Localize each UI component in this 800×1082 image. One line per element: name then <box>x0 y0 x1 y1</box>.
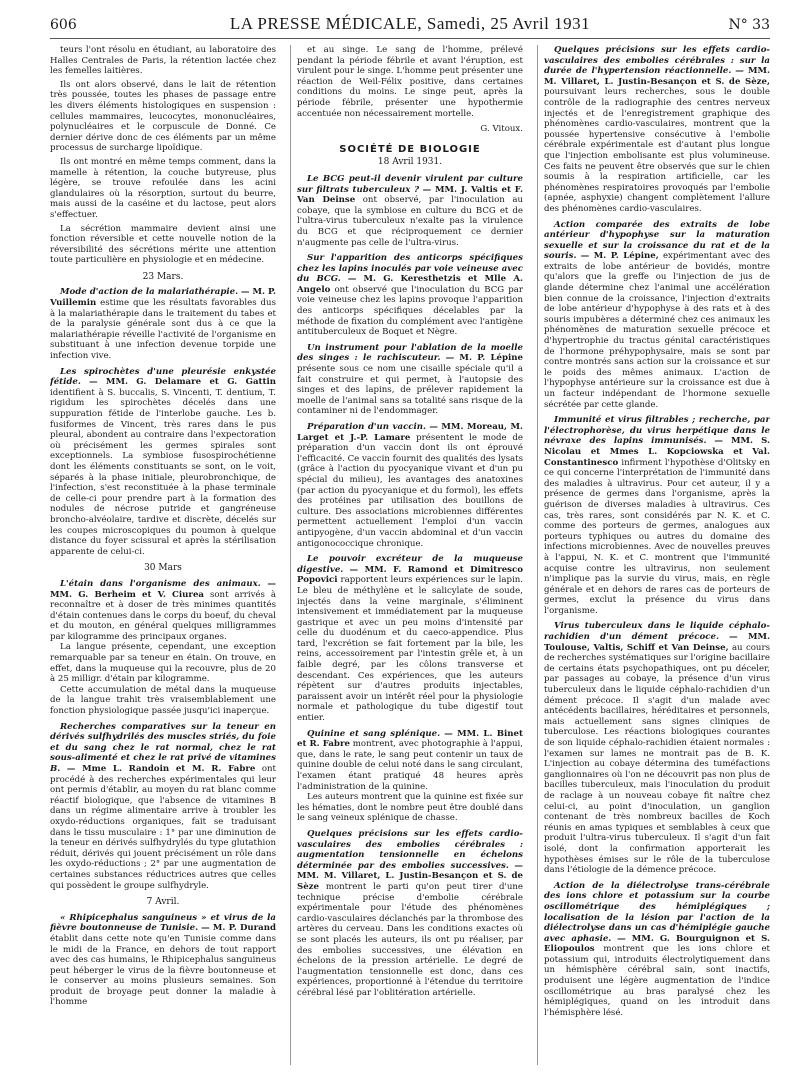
article-body: ont observé, par l'inoculation au cobaye, que la symbiose en culture du BCG et de l'ultra-virus tuberculeux n'exalte pas la virulence du BCG et que réciproquement ce dernier n'augmente pas celle de l'ultra-virus. <box>297 195 523 248</box>
article-title: Immunité et virus filtrables ; recherche, par l'électrophorèse, du virus herpétique dans le névraxe des lapins immunisés. <box>544 415 770 447</box>
article-title: « Rhipicephalus sanguineus » et virus de la fièvre boutonneuse de Tunisie. <box>50 912 276 934</box>
paragraph: Ils ont montré en même temps comment, dans la mamelle à rétention, la couche butyreuse, plus légère, se trouve refoulée dans les acini glandulaires où la résorption, surtout du beurre, mais aussi de la caséine et du lactose, peut alors s'effectuer. <box>50 156 276 220</box>
date-heading: 23 Mars. <box>142 271 184 282</box>
article-body: montrent, avec photographie à l'appui, que, dans le rate, le sang peut contenir un taux de quinine double de celui noté dans le sang circulant, l'examen étant pratiqué 48 heures après l'administration de la quinine. <box>297 739 523 792</box>
newspaper-page <box>50 14 770 1074</box>
article-title: Action comparée des extraits de lobe antérieur d'hypophyse sur la maturation sexuelle et sur la croissance du rat et de la souris. <box>544 219 770 262</box>
paragraph: Ils ont alors observé, dans le lait de rétention très poussée, toutes les phases de passage entre les divers éléments histologiques en suspension : cellules mammaires, leucocytes, mononucléaires, polynucléaires et le corpuscule de Donné. Ce dernier dérive donc de ces éléments par un même processus de surcharge lipoïdique. <box>50 79 276 154</box>
article <box>50 579 276 717</box>
article-body: sont arrivés à reconnaître et à doser de très minimes quantités d'étain contenues dans le corps du boeuf, du cheval et du mouton, en général quelques milligrammes par kilogramme des principaux organes. <box>50 589 276 642</box>
paragraph: Les auteurs montrent que la quinine est fixée sur les hématies, dont le nombre peut être doublé dans le sang veineux splénique de chasse. <box>297 792 523 824</box>
article-body: ont observé que l'inoculation du BCG par voie veineuse chez les lapins provoque l'apparition des anticorps spécifiques décelables par la méthode de fixation du complément avec l'antigène antituberculeux de Boquet et Nègre. <box>297 284 523 338</box>
article <box>297 174 523 248</box>
article-authors: — M. P. Lépine <box>445 353 523 364</box>
article-title: Quelques précisions sur les effets cardio-vasculaires des embolies cérébrales : sur la durée de l'hypertension réactionnelle. <box>544 45 770 77</box>
column-2 <box>290 45 523 1065</box>
article-title: Les spirochètes d'une pleurésie enkystée fétide. <box>50 366 276 388</box>
article-authors: — MM. G. Berheim et V. Ciurea <box>50 578 276 600</box>
article-body: présente sous ce nom une cisaille spéciale qu'il a fait construire et qui permet, à l'autopsie des singes et des lapins, de prélever rapidement la moelle de l'animal sans sa totalité sans risque de la contaminer ni de l'endommager. <box>297 364 523 417</box>
article-title: Sur l'apparition des anticorps spécifiques chez les lapins inoculés par voie veineuse avec du BCG. <box>297 253 523 285</box>
article <box>50 913 276 1008</box>
article <box>544 621 770 875</box>
article-authors: — MM. F. Ramond et Dimitresco Popovici <box>297 564 523 586</box>
article <box>50 287 276 361</box>
article-body: montrent que les ions chlore et potassium qui, introduits électrolytiquement dans un hémisphère cérébral sain, sont inactifs, produisent une légère augmentation de l'indice oscillométrique au bras paralysé chez les hémiplégiques, quand on les introduit dans l'hémisphère lésé. <box>544 944 770 1018</box>
paragraph: Cette accumulation de métal dans la muqueuse de la langue trahit très vraisemblablement une fonction physiologique passée jusqu'ici inaperçue. <box>50 684 276 717</box>
article <box>297 422 523 549</box>
article-authors: — M. P. Vuillemin <box>50 287 276 309</box>
article <box>50 722 276 892</box>
page-header <box>50 14 770 39</box>
article-authors: — M. G. Keresthetzis et Mlle A. Angelo <box>297 274 523 295</box>
date-heading: 30 Mars <box>144 563 182 574</box>
article-title: Le BCG peut-il devenir virulent par culture sur filtrats tuberculeux ? <box>297 173 523 195</box>
article <box>544 220 770 411</box>
article-body: poursuivant leurs recherches, sous le double contrôle de la radiographie des centres nerveux injectés et de l'enregistrement graphique des phénomènes cardio-vasculaires, montrent que la poussée hypertensive consécutive à l'embolie cérébrale expérimentale est d'autant plus longue que l'injection embolisante est plus volumineuse. Ces faits ne peuvent être observés que sur le chien soumis à la respiration artificielle, car les phénomènes respiratoires provoqués par l'embolie (apnée, asphyxie) changent complètement l'allure des phénomènes cardio-vasculaires. <box>544 87 770 214</box>
article-title: Quinine et sang splénique. <box>307 728 441 739</box>
publication-title: LA PRESSE MÉDICALE, Samedi, 25 Avril 1931 <box>229 14 591 33</box>
article <box>297 829 523 999</box>
column-1 <box>50 45 276 1065</box>
column-3 <box>537 45 770 1065</box>
article-title: Action de la diélectrolyse trans-cérébrale des ions chlore et potassium sur la courbe oscillométrique des hémiplégiques ; localisation de la lésion par l'action de la diélectrolyse dans un cas d'hémiplégie gauche avec aphasie. <box>544 880 770 944</box>
article <box>544 415 770 616</box>
article-body: présentent le mode de préparation d'un vaccin dont ils ont éprouvé l'efficacité. Ce vaccin fournit des qualités des lysats (grâce à l'action du pyocyanique vivant et d'un pu spécial du milieu), les avantages des anatoxines (par action du pyocyanique et du formol), les effets des protéines par utilisation des bouillons de culture. Des associations microbiennes différentes permettent actuellement l'emploi d'un vaccin antipyogène, d'un vaccin abdominal et d'un vaccin antigonococcique chronique. <box>297 432 523 549</box>
paragraph: teurs l'ont résolu en étudiant, au laboratoire des Halles Centrales de Paris, la rétention lactée chez les femelles laitières. <box>50 45 276 77</box>
article <box>297 343 523 417</box>
article-authors: — MM. G. Bourguignon et S. Eliopoulos <box>544 933 770 955</box>
article <box>297 253 523 338</box>
paragraph: et au singe. Le sang de l'homme, prélevé pendant la période fébrile et avant l'éruption, est virulent pour le singe. L'homme peut présenter une réaction de Weil-Félix positive, dans certaines conditions du moins. Le singe peut, après la période fébrile, présenter une hypothermie accentuée non nécessairement mortelle. <box>297 45 523 119</box>
article-title: L'étain dans l'organisme des animaux. <box>60 578 261 589</box>
article <box>544 45 770 215</box>
article-body: identifient à S. buccalis, S. Vincenti, T. dentium, T. rigidum les spirochètes décelés dans une suppuration fétide de l'interlobe gauche. Les b. fusiformes de Vincent, très rares dans le pus pleural, abondent au contraire dans l'expectoration où précisément les germes spirales sont exceptionnels. La symbiose fusospirochétienne dont les éléments constituants se sont, on le voit, séparés à la phase initiale, pleurobronchique, de l'infection, s'est reconstituée à la phase terminale de celle-ci pour prendre part à la formation des nodules de nécrose putride et gangréneuse broncho-alvéolaire, tardive et discrète, décelés sur les coupes microscopiques du poumon à quelque distance du foyer scissural et après la stérilisation apparente de celui-ci. <box>50 387 276 557</box>
page-number: 606 <box>50 17 77 33</box>
article-title: Quelques précisions sur les effets cardio-vasculaires des embolies cérébrales : augmentation tensionnelle en échelons déterminée par des embolies successives. <box>297 828 523 871</box>
article-authors: — M. P. Durand <box>201 923 276 934</box>
article-body: ont procédé à des recherches expérimentales qui leur ont permis d'établir, au moyen du rat blanc comme réactif biologique, que l'absence de vitamines B dans un régime alimentaire arrive à troubler les oxydo-réductions organiques, fait se traduisant dans le tissu musculaire : 1° par une diminution de la teneur en dérivés sulfhydrylés du type glutathion réduit, dérivés qui jouent précisément un rôle dans les oxydo-réductions ; 2° par une augmentation de certaines substances réductrices autres que celles qui possèdent le groupe sulfhydryle. <box>50 764 276 891</box>
article <box>297 729 523 824</box>
article-body: au cours de recherches systématiques sur l'origine bacillaire de certains états psychopathiques, ont pu déceler, par passages au cobaye, la présence d'un virus tuberculeux dans le liquide céphalo-rachidien d'un dément précoce. Il s'agit d'un malade avec antécédents bacillaires, héréditaires et personnels, mais actuellement sans signes cliniques de tuberculose. Les réactions biologiques courantes de son liquide céphalo-rachidien étaient normales : l'examen sur lames ne montrait pas de B. K. L'injection au cobaye détermina des tuméfactions ganglionnaires où l'on ne découvrit pas non plus de bacilles tuberculeux, mais l'inoculation du produit de raclage à un nouveau cobaye fit naître chez celui-ci, au point d'inoculation, un ganglion contenant de très nombreux bacilles de Koch réunis en amas typiques et semblables à ceux que produit l'ultra-virus tuberculeux. Il s'agit d'un fait isolé, dont la confirmation apporterait les hypothèses émises sur le rôle de la tuberculose dans l'étiologie de la démence précoce. <box>544 642 770 876</box>
article-body: établit dans cette note qu'en Tunisie comme dans le midi de la France, en dehors de tout rapport avec des cas humains, le Rhipicephalus sanguineus peut héberger le virus de la fièvre boutonneuse et le conserver au moins plusieurs semaines. Son produit de broyage peut donner la maladie à l'homme <box>50 933 276 1008</box>
article-authors: — MM. L. Binet et R. Fabre <box>297 728 523 750</box>
article-body: expérimentant avec des extraits de lobe antérieur de bovidés, montre qu'alors que la greffe ou l'injection de jus de glande détermine chez l'animal une accélération bien connue de la croissance, l'injection d'extraits de lobe antérieur d'hypophyse à des rats et à des souris impubères a déterminé chez ces animaux les phénomènes de maturation sexuelle précoce et d'hypertrophie du tractus génital caractéristiques de l'hormone préhypophysaire, mais se sont par contre montrés sans action sur la croissance et sur le poids des mêmes animaux. L'action de l'hypophyse antérieure sur la croissance est due à un facteur indépendant de l'hormone sexuelle sécrétée par cette glande. <box>544 251 770 410</box>
article-title: Recherches comparatives sur la teneur en dérivés sulfhydrilés des muscles striés, du foie et du sang chez le rat normal, chez le rat sous-alimenté et chez le rat privé de vitamines B. <box>50 721 276 774</box>
article-authors: — MM. M. Villaret, L. Justin-Besançon et S. de Sèze <box>297 860 523 892</box>
article-authors: — MM. G. Delamare et G. Gattin <box>88 377 276 388</box>
article-authors: — MM. Toulouse, Valtis, Schiff et Van Deinse, <box>544 632 770 653</box>
article-body: estime que les résultats favorables dus à la malariathérapie dans le traitement du tabes et de la paralysie générale sont dus à ce que la malariathérapie réveille l'activité de l'organisme en substituant à une infection devenue torpide une infection vive. <box>50 298 276 362</box>
article <box>50 367 276 558</box>
article-title: Un instrument pour l'ablation de la moelle des singes : le rachiscuteur. <box>297 342 523 364</box>
article-body: rapportent leurs expériences sur le lapin. Le bleu de méthylène et le salicylate de soude, injectés dans la veine marginale, s'éliminent intensivement et immédiatement par la muqueuse gastrique et avec un peu moins d'intensité par celle du duodénum et du caeco-appendice. Plus tard, l'excrétion se fait fortement par la bile, les reins, accessoirement par l'intestin grêle et, à un faible degré, par les côlons transverse et descendant. Ces expériences, que les auteurs répètent sur d'autres produits injectables, paraissent avoir un intérêt réel pour la physiologie normale et pathologique du tube digestif tout entier. <box>297 575 523 724</box>
paragraph: La sécrétion mammaire devient ainsi une fonction réversible et cette nouvelle notion de la réversibilité des sécrétions mérite une attention toute particulière en physiologie et en médecine. <box>50 223 276 266</box>
paragraph: La langue présente, cependant, une exception remarquable par sa teneur en étain. On trouve, en effet, dans la muqueuse qui la recouvre, plus de 20 à 25 milligr. d'étain par kilogramme. <box>50 642 276 685</box>
section-date: 18 Avril 1931. <box>377 157 443 168</box>
article-authors: — MM. M. Villaret, L. Justin-Besançon et S. de Sèze, <box>544 66 770 87</box>
article-authors: — Mme L. Randoin et M. R. Fabre <box>66 764 256 774</box>
article-authors: — MM. Moreau, M. Larget et J.-P. Lamare <box>297 422 523 443</box>
date-heading: 7 Avril. <box>146 897 180 908</box>
article-columns <box>50 45 770 1065</box>
article-title: Virus tuberculeux dans le liquide céphalo-rachidien d'un dément précoce. <box>544 621 770 643</box>
issue-number: N° 33 <box>728 17 770 33</box>
article-authors: — M. P. Lépine, <box>580 251 659 262</box>
article-title: Mode d'action de la malariathérapie. <box>60 287 239 298</box>
article-authors: — MM. J. Valtis et F. Van Deinse <box>297 184 523 206</box>
article-body: montrent le parti qu'on peut tirer d'une technique précise d'embolie cérébrale expérimentale pour l'étude des phénomènes cardio-vasculaires déclanchés par la thrombose des artères du cerveau. Dans les conditions exactes où se sont placés les auteurs, ils ont pu réaliser, par des embolies successives, une élévation en échelons de la pression artérielle. Le degré de l'augmentation tensionnelle est donc, dans ces expériences, proportionné à l'étendue du territoire cérébral lésé par l'oblitération artérielle. <box>297 881 523 998</box>
article <box>297 554 523 724</box>
article-authors: — MM. S. Nicolau et Mmes L. Kopciowska et Val. Constantinesco <box>544 436 770 468</box>
article <box>544 881 770 1019</box>
article-body: infirment l'hypothèse d'Olitsky en ce qui concerne l'interprétation de l'immunité dans des maladies à ultravirus. Pour cet auteur, il y a présence de germes dans l'organisme, après la guérison de diverses maladies à ultravirus. Ces cas, très rares, sont considérés par N. K. et C. comme des porteurs de germes, analogues aux porteurs typhiques ou autres du domaine des infections microbiennes. Avec de nouvelles preuves à l'appui, N. K. et C. montrent que l'immunité acquise contre les ultravirus, non seulement n'implique pas la survie du virus, mais, en règle générale et en dehors de rares cas de porteurs de germes, exclut la présence du virus dans l'organisme. <box>544 457 770 616</box>
author-signature: G. Vitoux. <box>480 124 523 135</box>
article-title: Préparation d'un vaccin. <box>307 422 427 432</box>
article-title: Le pouvoir excréteur de la muqueuse digestive. <box>297 554 523 575</box>
section-heading: SOCIÉTÉ DE BIOLOGIE <box>339 143 481 155</box>
